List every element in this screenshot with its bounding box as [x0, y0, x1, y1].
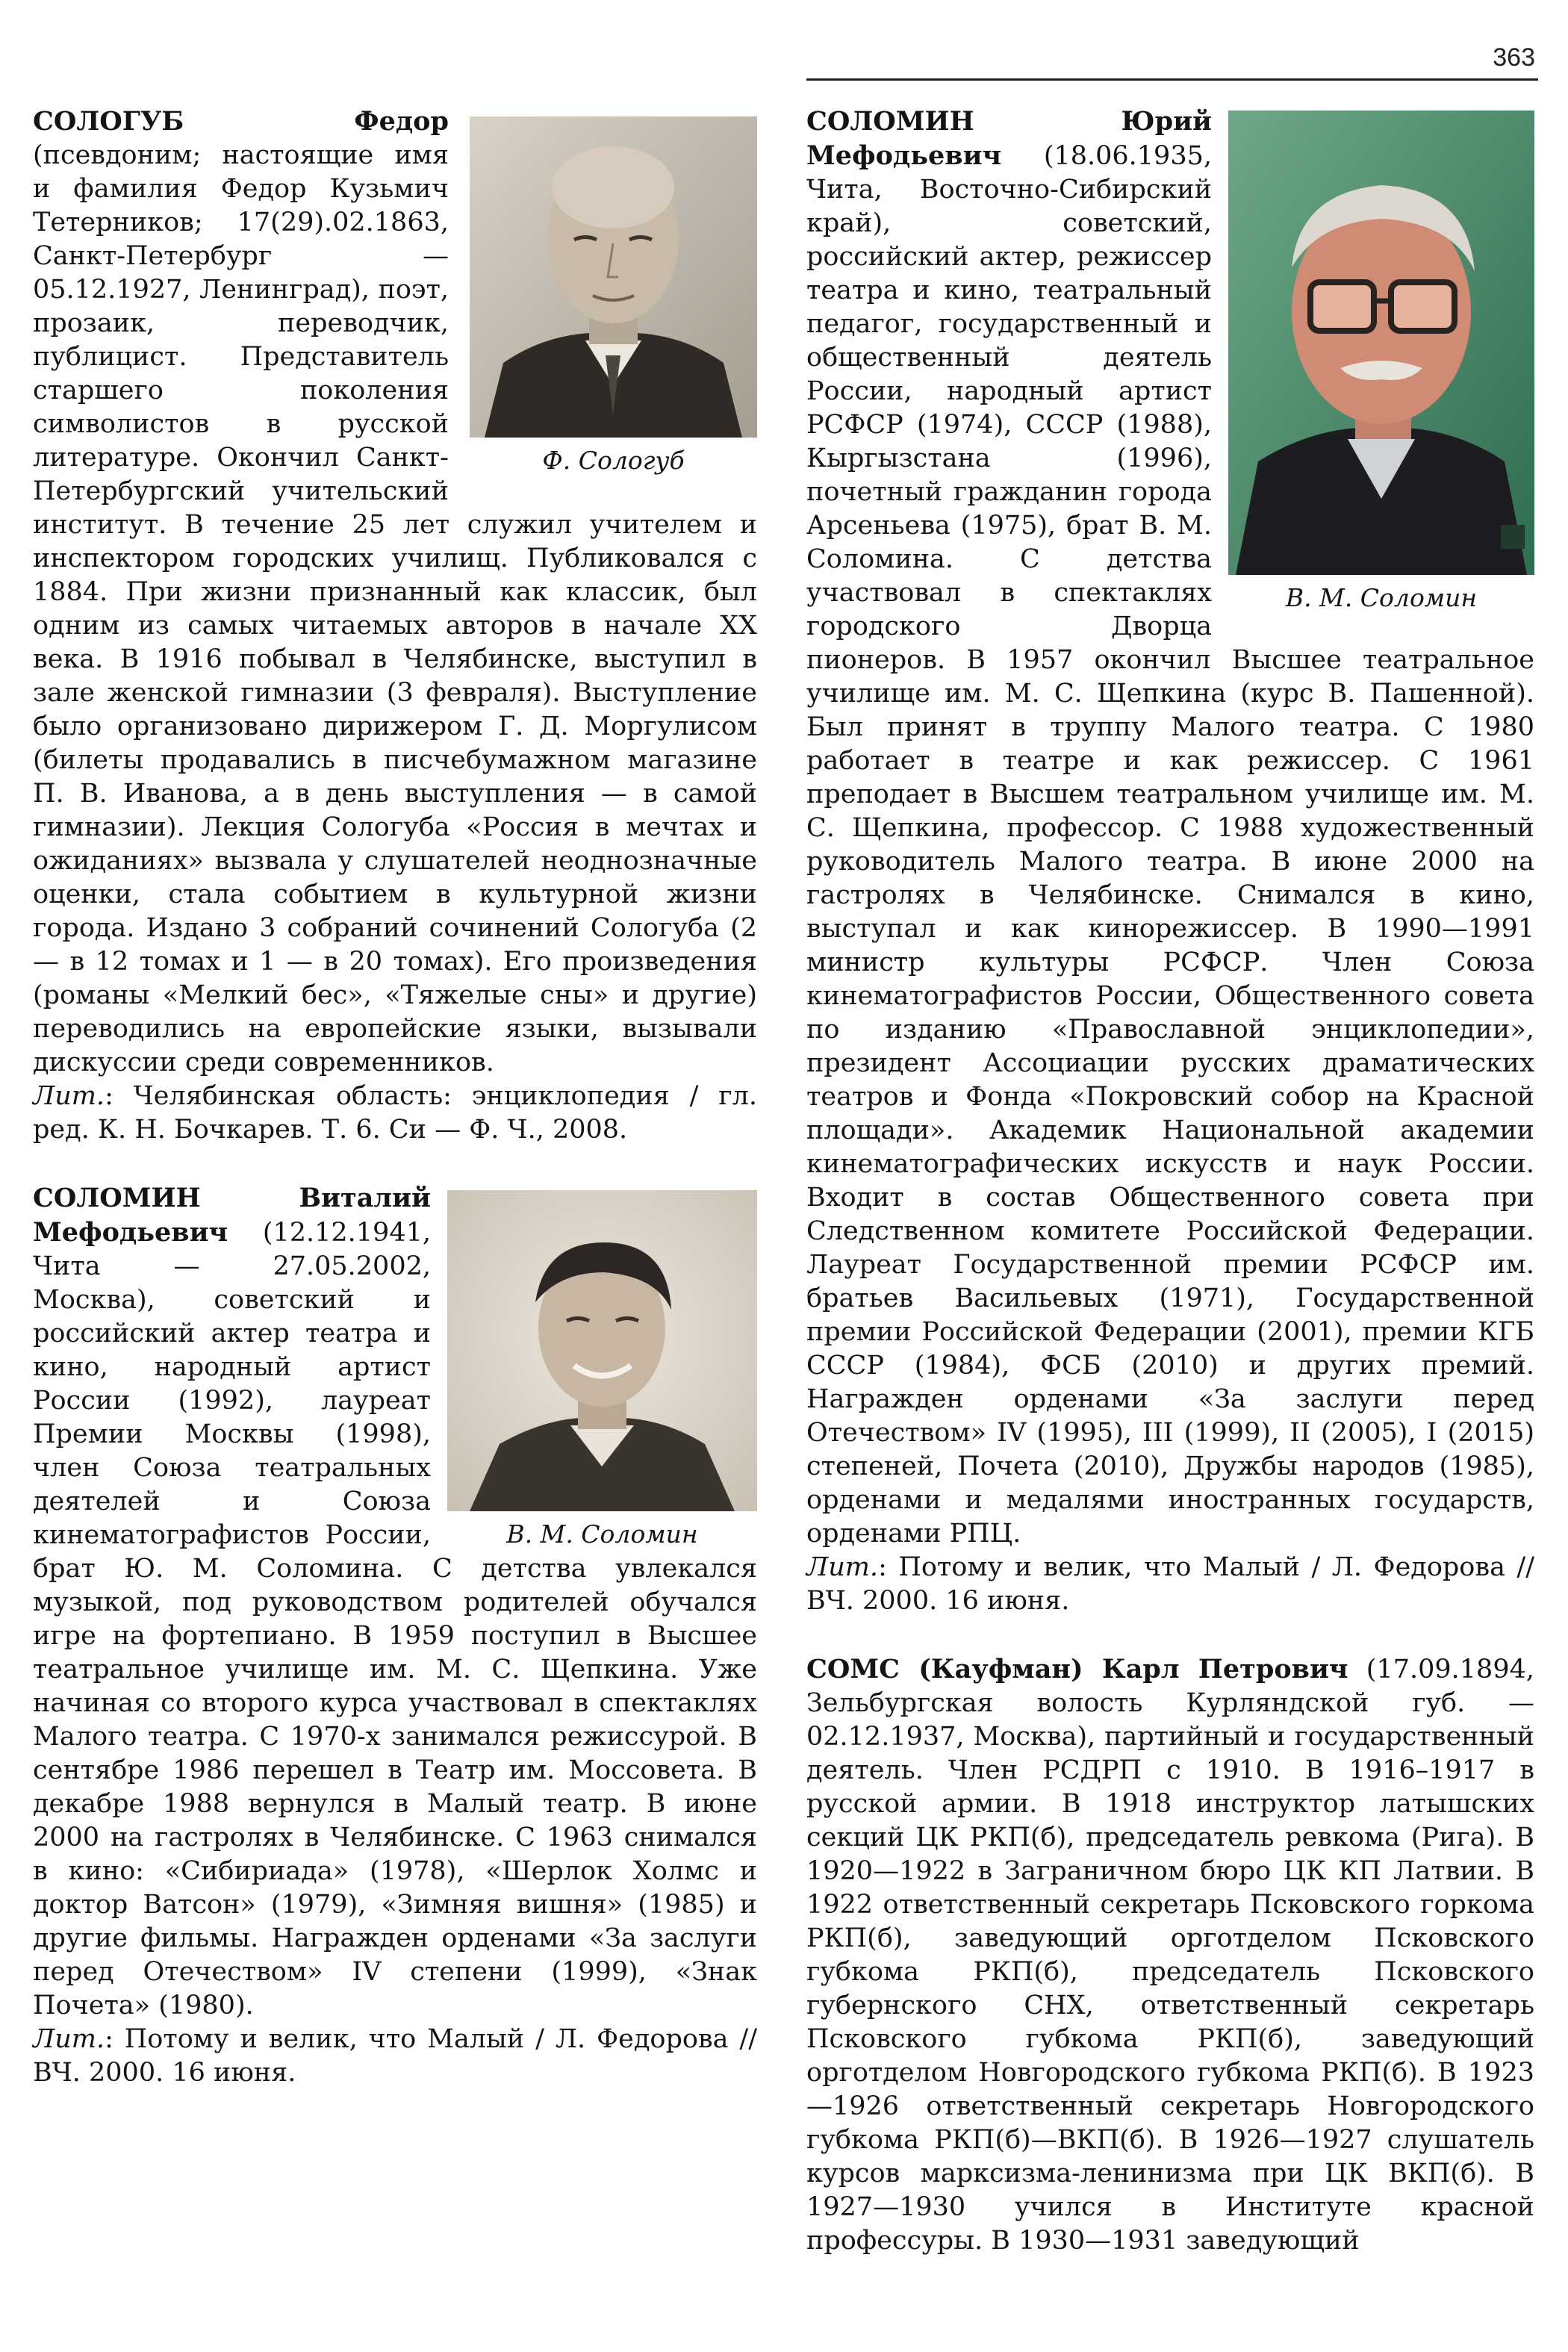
entry-soms-body: [806, 1652, 1534, 2258]
right-column: [806, 105, 1534, 2292]
left-column: [33, 105, 757, 2124]
entry-vitaly-literature: [33, 2023, 757, 2090]
header-rule: [806, 78, 1538, 81]
entry-yury-literature: [806, 1551, 1534, 1618]
entry-vitaly-body: [33, 1181, 757, 2023]
photo-figure-yury: [1228, 111, 1534, 615]
portrait-photo-vitaly: [447, 1190, 757, 1511]
entry-soms-name: СОМС (Кауфман) Карл Петрович: [806, 1654, 1348, 1684]
literature-text: : Потому и велик, что Малый / Л. Федорова // ВЧ. 2000. 16 июня.: [33, 2024, 757, 2088]
entry-soms-text: (17.09.1894, Зельбургская волость Курляндской губ. — 02.12.1937, Москва), партийный и государственный деятель. Член РСДРП с 1910. В 1916–1917 в русской армии. В 1918 инструктор латышских секций ЦК РКП(б), председатель ревкома (Рига). В 1920—1922 в Заграничном бюро ЦК КП Латвии. В 1922 ответственный секретарь Псковского горкома РКП(б), заведующий орготделом Псковского губкома РКП(б), председатель Псковского губернского СНХ, ответственный секретарь Псковского губкома РКП(б), заведующий орготделом Новгородского губкома РКП(б). В 1923—1926 ответственный секретарь Новгородского губкома РКП(б)—ВКП(б). В 1926—1927 слушатель курсов марксизма-ленинизма при ЦК ВКП(б). В 1927—1930 учился в Институте красной профессуры. В 1930—1931 заведующий: [806, 1655, 1534, 2256]
portrait-photo-sologub: [470, 116, 757, 438]
entry-soms: [806, 1652, 1534, 2258]
entry-yury-solomin: [806, 105, 1534, 1618]
photo-figure-vitaly: [447, 1190, 757, 1551]
entry-sologub: [33, 105, 757, 1147]
entry-yury-text: (18.06.1935, Чита, Восточно-Сибирский край), советский, российский актер, режиссер театра и кино, театральный педагог, государственный и общественный деятель России, народный артист РСФСР (1974), СССР (1988), Кыргызстана (1996), почетный гражданин города Арсеньева (1975), брат В. М. Соломина. С детства участвовал в спектаклях городского Дворца пионеров. В 1957 окончил Высшее театральное училище им. М. С. Щепкина (курс В. Пашенной). Был принят в труппу Малого театра. С 1980 работает в театре и как режиссер. С 1961 преподает в Высшем театральном училище им. М. С. Щепкина, профессор. С 1988 художественный руководитель Малого театра. В июне 2000 на гастролях в Челябинске. Снимался в кино, выступал и как кинорежиссер. В 1990—1991 министр культуры РСФСР. Член Союза кинематографистов России, Общественного совета по изданию «Православной энциклопедии», президент Ассоциации русских драматических театров и Фонда «Покровский собор на Красной площади». Академик Национальной академии кинематографических искусств и наук России. Входит в состав Общественного совета при Следственном комитете Российской Федерации. Лауреат Государственной премии РСФСР им. братьев Васильевых (1971), Государственной премии Российской Федерации (2001), премии КГБ СССР (1984), ФСБ (2010) и других премий. Награжден орденами «За заслуги перед Отечеством» IV (1995), III (1999), II (2005), I (2015) степеней, Почета (2010), Дружбы народов (1985), орденами и медалями иностранных государств, орденами РПЦ.: [806, 141, 1534, 1549]
literature-label: Лит.: [33, 1081, 105, 1111]
portrait-photo-yury: [1228, 111, 1534, 575]
entry-sologub-literature: [33, 1080, 757, 1147]
literature-label: Лит.: [33, 2024, 105, 2054]
entry-yury-body: [806, 105, 1534, 1551]
photo-caption-yury: В. М. Соломин: [1285, 583, 1478, 612]
entry-sologub-name: СОЛОГУБ Федор: [33, 106, 449, 137]
entry-vitaly-name: СОЛОМИН Виталий Мефодьевич: [33, 1183, 431, 1248]
page-number: 363: [1493, 43, 1535, 72]
photo-figure-sologub: [470, 116, 757, 477]
entry-vitaly-text: (12.12.1941, Чита — 27.05.2002, Москва), советский и российский актер театра и кино, народный артист России (1992), лауреат Премии Москвы (1998), член Союза театральных деятелей и Союза кинематографистов России, брат Ю. М. Соломина. С детства увлекался музыкой, под руководством родителей обучался игре на фортепиано. В 1959 поступил в Высшее театральное училище им. М. С. Щепкина. Уже начиная со второго курса участвовал в спектаклях Малого театра. С 1970-х занимался режиссурой. В сентябре 1986 перешел в Театр им. Моссовета. В декабре 1988 вернулся в Малый театр. В июне 2000 на гастролях в Челябинске. С 1963 снимался в кино: «Сибириада» (1978), «Шерлок Холмс и доктор Ватсон» (1979), «Зимняя вишня» (1985) и другие фильмы. Награжден орденами «За заслуги перед Отечеством» IV степени (1999), «Знак Почета» (1980).: [33, 1218, 757, 2020]
literature-text: : Потому и велик, что Малый / Л. Федорова // ВЧ. 2000. 16 июня.: [806, 1552, 1534, 1616]
literature-label: Лит.: [806, 1552, 879, 1582]
entry-vitaly-solomin: [33, 1181, 757, 2090]
photo-caption-vitaly: В. М. Соломин: [506, 1519, 698, 1549]
entry-sologub-text: (псевдоним; настоящие имя и фамилия Федор Кузьмич Тетерников; 17(29).02.1863, Санкт-Петербург — 05.12.1927, Ленинград), поэт, прозаик, переводчик, публицист. Представитель старшего поколения символистов в русской литературе. Окончил Санкт-Петербургский учительский институт. В течение 25 лет служил учителем и инспектором городских училищ. Публиковался с 1884. При жизни признанный как классик, был одним из самых читаемых авторов в начале XX века. В 1916 побывал в Челябинске, выступил в зале женской гимназии (3 февраля). Выступление было организовано дирижером Г. Д. Моргулисом (билеты продавались в писчебумажном магазине П. В. Иванова, а в день выступления — в самой гимназии). Лекция Сологуба «Россия в мечтах и ожиданиях» вызвала у слушателей неоднозначные оценки, стала событием в культурной жизни города. Издано 3 собраний сочинений Сологуба (2 — в 12 томах и 1 — в 20 томах). Его произведения (романы «Мелкий бес», «Тяжелые сны» и другие) переводились на европейские языки, вызывали дискуссии среди современников.: [33, 140, 757, 1077]
literature-text: : Челябинская область: энциклопедия / гл. ред. К. Н. Бочкарев. Т. 6. Си — Ф. Ч., 2008.: [33, 1081, 757, 1145]
entry-sologub-body: [33, 105, 757, 1080]
photo-caption-sologub: Ф. Сологуб: [542, 446, 685, 475]
entry-yury-name: СОЛОМИН Юрий Мефодьевич: [806, 106, 1212, 171]
